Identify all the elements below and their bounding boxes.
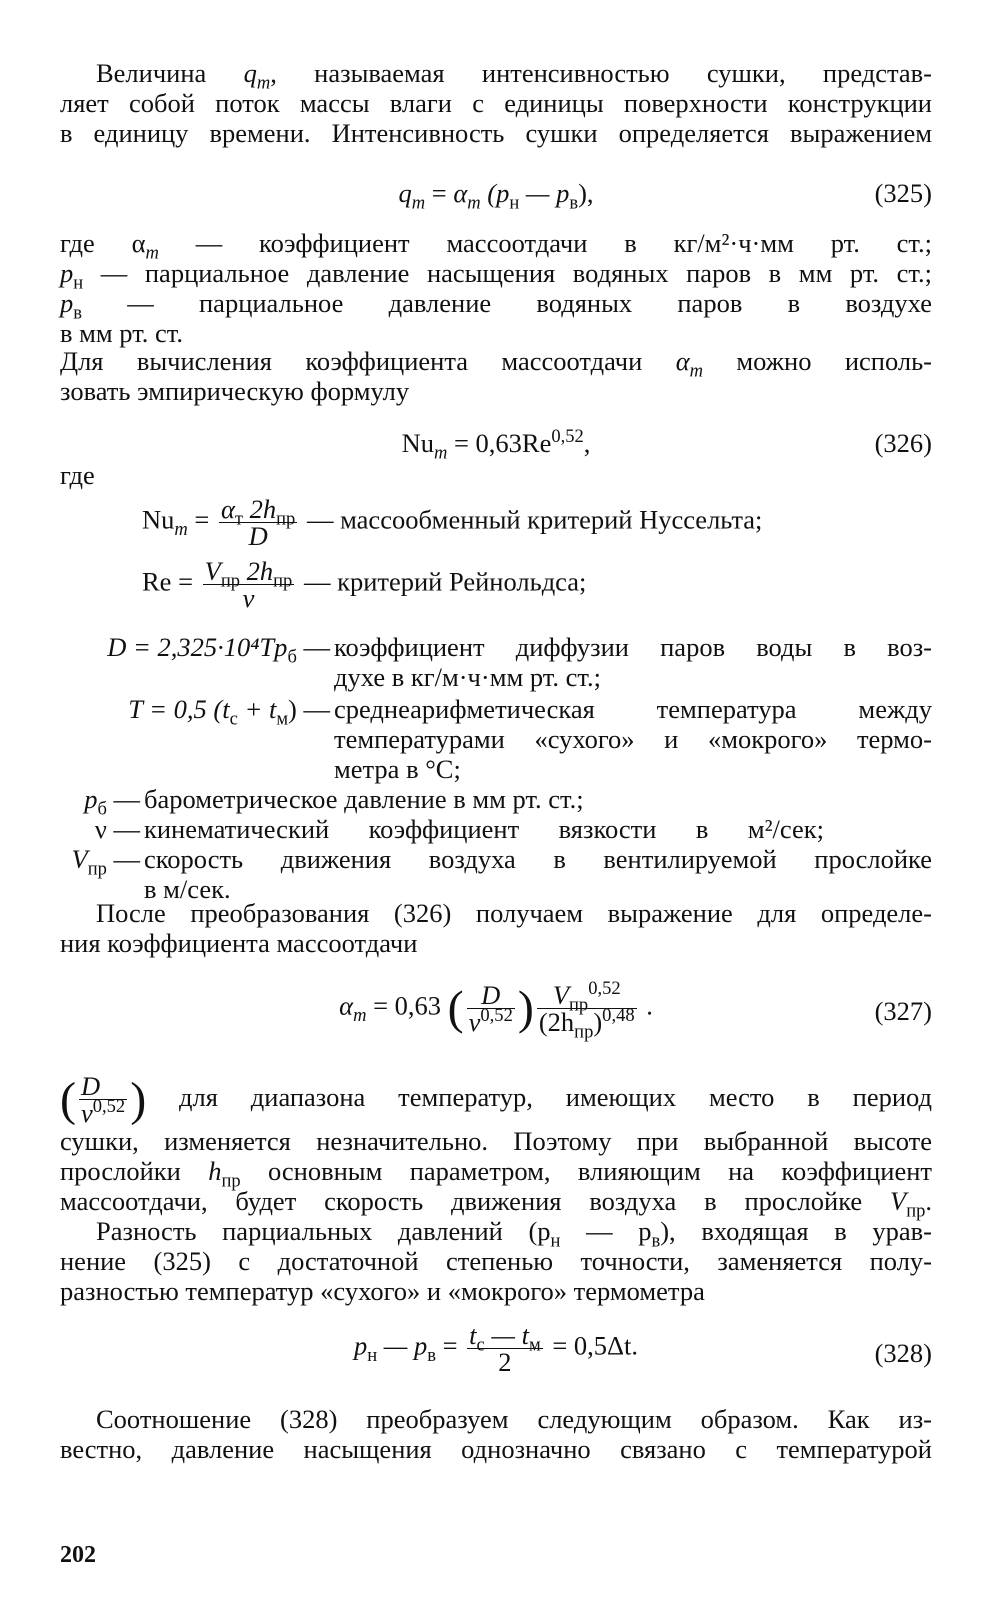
text: — критерий Рейнольдса; <box>297 566 587 597</box>
text: = <box>171 566 200 597</box>
superscript: 0,52 <box>92 1096 126 1118</box>
subscript: с <box>476 1334 485 1356</box>
denominator: 2 <box>498 1347 512 1377</box>
subscript: пр <box>273 570 293 592</box>
text: , <box>583 428 591 458</box>
text-line: скорость движения воздуха в вентилируемой прослойке <box>144 844 932 874</box>
text-line: среднеарифметическая температура между <box>334 694 932 724</box>
text: = <box>425 178 454 208</box>
text-line: сушки, изменяется незначительно. Поэтому при выбранной высоте <box>60 1126 932 1156</box>
subscript: м <box>528 1334 541 1356</box>
text: Re <box>142 566 172 597</box>
subscript: в <box>569 192 579 214</box>
subscript: пр <box>569 994 589 1016</box>
equation-number: (327) <box>874 996 932 1026</box>
symbol: t <box>469 1320 477 1350</box>
text: основным параметром, влияющим на коэффициент <box>240 1156 932 1186</box>
equation-328 <box>60 1322 932 1388</box>
symbol: — p <box>377 1330 428 1361</box>
text-line: разностью температур «сухого» и «мокрого» термометра <box>60 1276 705 1306</box>
text-line: температурами «сухого» и «мокрого» термо- <box>334 724 932 754</box>
text-line: коэффициент диффузии паров воды в воз- <box>334 632 932 662</box>
symbol: ν <box>242 583 255 613</box>
text-line: нение (325) с достаточной степенью точности, заменяется полу- <box>60 1246 932 1276</box>
text: . <box>925 1186 932 1216</box>
text: — <box>106 784 140 814</box>
subscript: б <box>287 646 297 668</box>
subscript: в <box>427 1344 436 1366</box>
fraction <box>79 1071 127 1129</box>
symbol: D = 2,325·10⁴Tp <box>107 632 288 662</box>
symbol: D <box>80 1071 101 1102</box>
equation-327 <box>60 978 932 1052</box>
text: (2h <box>538 1007 575 1037</box>
subscript: m <box>174 518 188 540</box>
text-line: ляет собой поток массы влаги с единицы поверхности конструкции <box>60 88 932 118</box>
subscript: в <box>651 1230 661 1252</box>
equation-number: (328) <box>874 1338 932 1368</box>
symbol: 2h <box>243 494 277 524</box>
text: ) <box>593 1007 603 1037</box>
subscript: пр <box>574 1021 594 1043</box>
close-paren: ) <box>130 1072 147 1126</box>
text: массоотдачи, будет скорость движения воздуха в прослойке <box>60 1186 890 1216</box>
paragraph-3 <box>60 898 932 958</box>
symbol: ν <box>468 1007 481 1037</box>
subscript: m <box>467 192 481 214</box>
text: . <box>639 990 653 1021</box>
paragraph-4 <box>60 1068 932 1222</box>
subscript: m <box>433 442 448 464</box>
subscript: с <box>229 708 238 730</box>
subscript: m <box>411 192 426 214</box>
symbol: p <box>84 784 98 814</box>
symbol: — t <box>484 1320 529 1350</box>
text-line: вестно, давление насыщения однозначно связано с температурой <box>60 1434 932 1464</box>
symbol: V <box>890 1186 907 1216</box>
paragraph-2 <box>60 346 932 406</box>
symbol: α <box>220 494 235 524</box>
symbol: α <box>675 346 690 376</box>
text: ), входящая в урав- <box>660 1216 932 1246</box>
superscript: 0,52 <box>588 978 621 1000</box>
definitions-2 <box>60 632 932 904</box>
text-line: метра в °С; <box>334 754 461 784</box>
subscript: m <box>353 1004 367 1026</box>
subscript: пр <box>276 508 296 530</box>
text: можно исполь- <box>703 346 932 376</box>
text: — массообменный критерий Нуссельта; <box>300 504 763 535</box>
text: для диапазона температур, имеющих место в период <box>146 1082 932 1112</box>
text: (p <box>480 178 510 208</box>
fraction <box>467 982 515 1035</box>
text-line: барометрическое давление в мм рт. ст.; <box>144 784 584 814</box>
text: ) — <box>288 694 330 724</box>
text: Величина <box>96 58 207 88</box>
text: — p <box>519 178 570 208</box>
text: Nu <box>142 504 175 535</box>
symbol: p <box>60 288 74 318</box>
symbol: ν — <box>94 814 140 844</box>
text: ), <box>578 178 594 208</box>
symbol: D <box>248 521 268 551</box>
close-paren: ) <box>517 981 534 1035</box>
subscript: м <box>276 708 289 730</box>
symbol: h <box>208 1156 222 1186</box>
symbol: p <box>353 1330 368 1361</box>
text: = <box>435 1330 465 1361</box>
paragraph-5 <box>60 1216 932 1306</box>
symbol: V <box>71 844 88 874</box>
symbol: D <box>481 980 501 1010</box>
text: — парциальное давление водяных паров в воздухе <box>82 288 932 318</box>
symbol: V <box>204 556 221 586</box>
text: — коэффициент массоотдачи в кг/м²·ч·мм рт. ст.; <box>158 228 933 258</box>
subscript: н <box>367 1344 378 1366</box>
text: прослойки <box>60 1156 209 1186</box>
text-line: ния коэффициента массоотдачи <box>60 928 418 958</box>
text: — парциальное давление насыщения водяных паров в мм рт. ст.; <box>83 258 932 288</box>
superscript: 0,48 <box>602 1005 635 1027</box>
fraction <box>219 496 297 549</box>
text: — <box>106 844 140 874</box>
text-line: в единицу времени. Интенсивность сушки определяется выражением <box>60 118 932 148</box>
text: = 0,63Re <box>447 428 552 458</box>
subscript: пр <box>906 1200 926 1222</box>
text-line: кинематический коэффициент вязкости в м²/сек; <box>144 814 824 844</box>
symbol: q <box>398 178 412 208</box>
text-line: в м/сек. <box>144 874 231 904</box>
text: — <box>296 632 330 662</box>
equation-number: (325) <box>874 178 932 208</box>
subscript: н <box>73 272 84 294</box>
symbol: 2h <box>240 556 274 586</box>
fraction <box>203 558 295 611</box>
symbol: ν <box>80 1098 93 1129</box>
text-line: духе в кг/м·ч·мм рт. ст.; <box>334 662 601 692</box>
text: — p <box>560 1216 652 1246</box>
text: = 0,5Δt. <box>545 1330 639 1361</box>
symbol: q <box>243 58 257 88</box>
open-paren: ( <box>60 1072 76 1126</box>
subscript: пр <box>221 1170 241 1192</box>
subscript: m <box>145 242 159 264</box>
subscript: m <box>256 72 271 94</box>
superscript: 0,52 <box>551 426 584 448</box>
subscript: н <box>550 1230 561 1252</box>
reynolds-definition <box>142 558 586 618</box>
paragraph-6 <box>60 1404 932 1464</box>
open-paren: ( <box>447 981 464 1035</box>
text: = <box>187 504 216 535</box>
text-line: Соотношение (328) преобразуем следующим образом. Как из- <box>96 1404 932 1434</box>
subscript: т <box>234 508 244 530</box>
text-line: После преобразования (326) получаем выражение для определе- <box>96 898 932 928</box>
subscript: б <box>97 798 107 820</box>
superscript: 0,52 <box>480 1005 513 1027</box>
text-line: в мм рт. ст. <box>60 318 184 348</box>
fraction <box>537 978 637 1043</box>
text: = 0,63 <box>366 990 448 1021</box>
nusselt-definition <box>142 496 762 556</box>
where-label: где <box>60 460 95 490</box>
equation-number: (326) <box>874 428 932 458</box>
symbol: p <box>60 258 74 288</box>
subscript: m <box>689 360 703 382</box>
symbol: α <box>339 990 354 1021</box>
text: , называемая интенсивностью сушки, представ- <box>270 58 932 88</box>
text: Nu <box>401 428 434 458</box>
page-number: 202 <box>60 1542 96 1568</box>
subscript: в <box>73 302 82 324</box>
text: Разность парциальных давлений (p <box>96 1216 551 1246</box>
subscript: пр <box>87 858 107 880</box>
symbol: α <box>453 178 468 208</box>
symbol: + t <box>237 694 277 724</box>
definitions-1 <box>60 228 932 348</box>
text: где α <box>60 228 146 258</box>
subscript: н <box>509 192 520 214</box>
paragraph-1 <box>60 58 932 148</box>
text: Для вычисления коэффициента массоотдачи <box>60 346 676 376</box>
fraction <box>467 1322 543 1375</box>
text-line: зовать эмпирическую формулу <box>60 376 410 406</box>
subscript: пр <box>220 570 241 592</box>
symbol: T = 0,5 (t <box>128 694 230 724</box>
symbol: V <box>552 980 569 1010</box>
